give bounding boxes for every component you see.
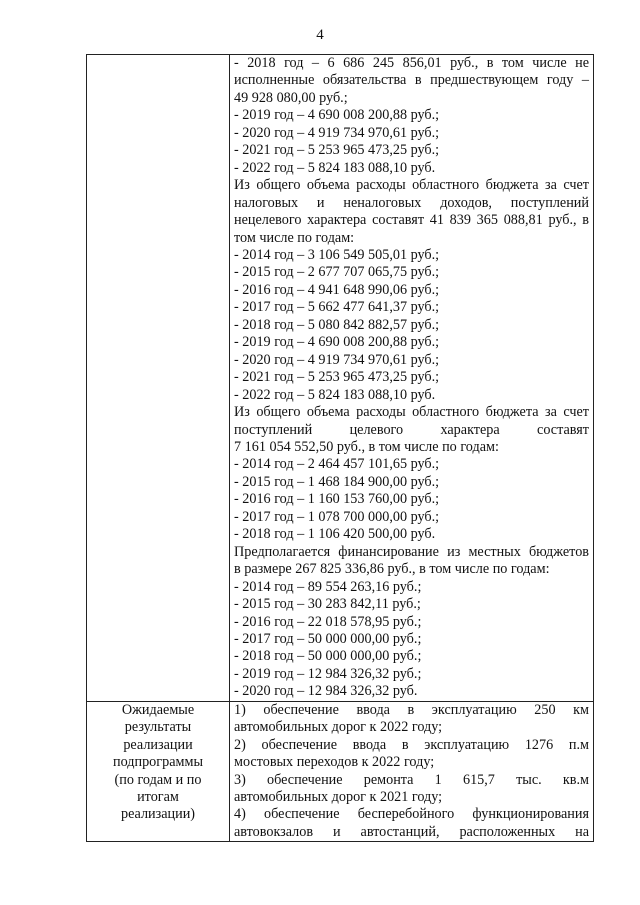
text-line: 4) обеспечение бесперебойного функционирования	[234, 806, 589, 823]
table-row-financing	[87, 55, 594, 702]
text-line: в размере 267 825 336,86 руб., в том числе по годам:	[234, 561, 550, 578]
text-line: 7 161 054 552,50 руб., в том числе по годам:	[234, 438, 499, 455]
text-line: - 2020 год – 4 919 734 970,61 руб.;	[234, 124, 440, 141]
text-line: - 2016 год – 4 941 648 990,06 руб.;	[234, 281, 440, 298]
text-line: - 2018 год – 6 686 245 856,01 руб., в том числе не	[234, 55, 589, 71]
text-line: 1) обеспечение ввода в эксплуатацию 250 км	[234, 701, 589, 718]
expected-results-cell	[230, 701, 594, 842]
text-line: том числе по годам:	[234, 229, 355, 246]
text-line: - 2020 год – 4 919 734 970,61 руб.;	[234, 351, 440, 368]
text-line: - 2018 год – 5 080 842 882,57 руб.;	[234, 316, 440, 333]
row-header-line: результаты	[124, 719, 192, 736]
text-line: - 2015 год – 1 468 184 900,00 руб.;	[234, 473, 440, 490]
text-line: - 2022 год – 5 824 183 088,10 руб.	[234, 159, 436, 176]
text-line: - 2022 год – 5 824 183 088,10 руб.	[234, 386, 436, 403]
table-row-expected-results	[87, 701, 594, 842]
row-header-cell	[87, 701, 230, 842]
text-line: - 2019 год – 4 690 008 200,88 руб.;	[234, 107, 440, 124]
text-line: 2) обеспечение ввода в эксплуатацию 1276 п.м	[234, 736, 589, 753]
text-line: Из общего объема расходы областного бюджета за счет	[234, 177, 589, 194]
row-header-line: Ожидаемые	[121, 701, 195, 718]
text-line: - 2017 год – 5 662 477 641,37 руб.;	[234, 299, 440, 316]
text-line: исполненные обязательства в предшествующем году –	[234, 72, 589, 89]
text-line: поступлений целевого характера составят	[234, 421, 589, 438]
row-header-line: реализации	[123, 736, 193, 753]
financing-text-cell	[230, 55, 594, 702]
text-line: автомобильных дорог к 2021 году;	[234, 789, 443, 806]
text-line: 3) обеспечение ремонта 1 615,7 тыс. кв.м	[234, 771, 589, 788]
text-line: налоговых и неналоговых доходов, поступлений	[234, 194, 589, 211]
text-line: - 2018 год – 1 106 420 500,00 руб.	[234, 526, 436, 543]
row-header-line: реализации)	[120, 806, 196, 823]
text-line: - 2017 год – 50 000 000,00 руб.;	[234, 630, 422, 647]
text-line: - 2021 год – 5 253 965 473,25 руб.;	[234, 142, 440, 159]
text-line: - 2014 год – 89 554 263,16 руб.;	[234, 578, 422, 595]
text-line: 49 928 080,00 руб.;	[234, 89, 348, 106]
text-line: - 2014 год – 2 464 457 101,65 руб.;	[234, 456, 440, 473]
text-line: автовокзалов и автостанций, расположенных на	[234, 823, 589, 840]
text-line: - 2016 год – 22 018 578,95 руб.;	[234, 613, 422, 630]
passport-table	[86, 54, 594, 842]
text-line: - 2021 год – 5 253 965 473,25 руб.;	[234, 369, 440, 386]
text-line: - 2019 год – 12 984 326,32 руб.;	[234, 665, 422, 682]
text-line: Из общего объема расходы областного бюджета за счет	[234, 404, 589, 421]
text-line: Предполагается финансирование из местных бюджетов	[234, 543, 589, 560]
text-line: мостовых переходов к 2022 году;	[234, 754, 435, 771]
row-header-line: подпрограммы	[113, 754, 203, 771]
row-header-line: итогам	[137, 789, 179, 806]
text-line: автомобильных дорог к 2022 году;	[234, 719, 443, 736]
text-line: - 2017 год – 1 078 700 000,00 руб.;	[234, 508, 440, 525]
row-header-line: (по годам и по	[114, 771, 202, 788]
page-number: 4	[316, 27, 324, 43]
text-line: - 2015 год – 2 677 707 065,75 руб.;	[234, 264, 440, 281]
text-line: - 2014 год – 3 106 549 505,01 руб.;	[234, 246, 440, 263]
text-line: - 2015 год – 30 283 842,11 руб.;	[234, 596, 421, 613]
text-line: - 2019 год – 4 690 008 200,88 руб.;	[234, 334, 440, 351]
row-header-cell	[87, 55, 230, 702]
text-line: - 2020 год – 12 984 326,32 руб.	[234, 683, 418, 700]
text-line: - 2018 год – 50 000 000,00 руб.;	[234, 648, 422, 665]
text-line: нецелевого характера составят 41 839 365 088,81 руб., в	[234, 212, 589, 229]
text-line: - 2016 год – 1 160 153 760,00 руб.;	[234, 491, 440, 508]
